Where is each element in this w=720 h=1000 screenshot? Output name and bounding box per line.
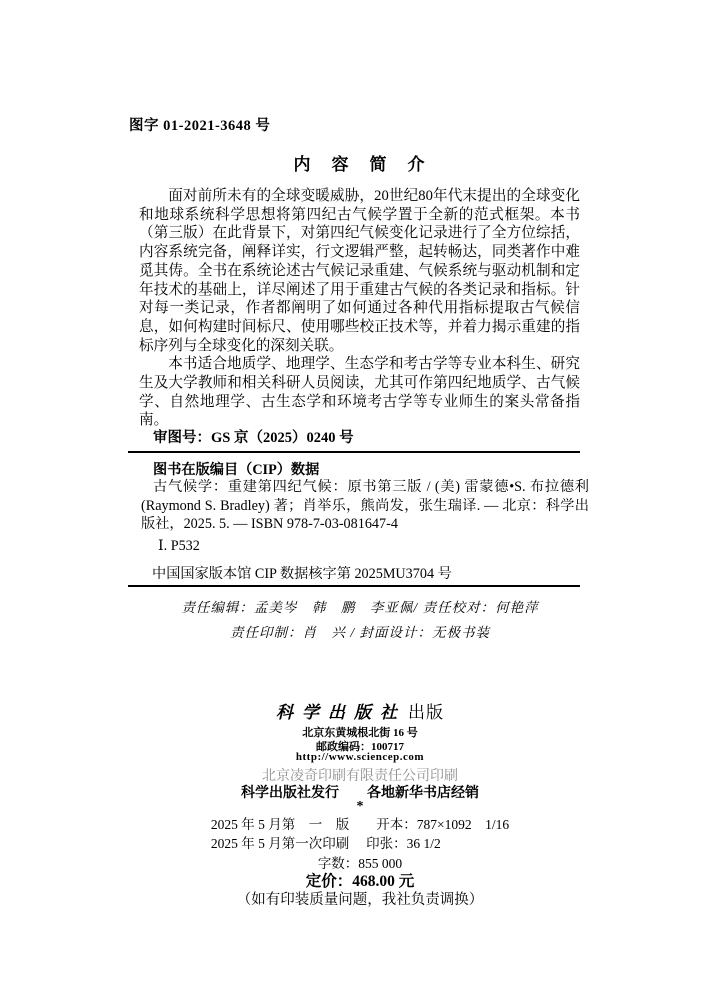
separator-asterisk: *: [356, 799, 364, 814]
edition-printing-block: [0, 816, 720, 853]
edition-line: 2025 年 5 月第 一 版 开本：787×1092 1/16: [210, 817, 510, 832]
printer-line: 北京凌奇印刷有限责任公司印刷: [262, 769, 458, 784]
divider-bottom: [128, 585, 580, 587]
intro-section-title: 内 容 简 介: [293, 155, 427, 174]
word-count-line: 字数：855 000: [317, 856, 403, 871]
publisher-address: 北京东黄城根北街 16 号: [302, 727, 418, 739]
publisher-postcode: 邮政编码：100717: [316, 741, 404, 753]
intro-section: [139, 187, 580, 430]
printing-line: 2025 年 5 月第一次印刷 印张：36 1/2: [210, 835, 441, 851]
edition-printing-inner: [211, 816, 509, 853]
publisher-logo-suffix: 出版: [408, 703, 444, 722]
intro-paragraph-1: 面对前所未有的全球变暖威胁，20世纪80年代末提出的全球变化和地球系统科学思想将第四纪古气候学置于全新的范式框架。本书（第三版）在此背景下，对第四纪气候变化记录进行了全方位综括，内容系统完备，阐释详实，行文逻辑严整，起转畅达，同类著作中难觅其俦。全书在系统论述古气候记录重建、气候系统与驱动机制和定年技术的基础上，详尽阐述了用于重建古气候的各类记录和指标。针对每一类记录，作者都阐明了如何通过各种代用指标提取古气候信息，如何构建时间标尺、使用哪些校正技术等，并着力揭示重建的指标序列与全球变化的深刻关联。: [139, 188, 580, 354]
publisher-logo-script: 科学出版社: [276, 703, 406, 722]
divider-top: [128, 451, 580, 453]
license-number: 图字 01-2021-3648 号: [129, 118, 271, 134]
map-approval-number: 审图号：GS 京（2025）0240 号: [153, 430, 354, 446]
cip-heading: 图书在版编目（CIP）数据: [153, 462, 320, 478]
staff-credits-printing-design: 责任印制：肖 兴 / 封面设计：无极书装: [229, 625, 490, 640]
price-line: 定价：468.00 元: [305, 873, 415, 890]
publisher-url: http://www.sciencep.com: [295, 751, 425, 763]
publisher-logo-line: [0, 698, 720, 723]
cip-registry-number: 中国国家版本馆 CIP 数据核字第 2025MU3704 号: [152, 566, 452, 582]
cip-record: 古气候学：重建第四纪气候：原书第三版 / (美) 雷蒙德•S. 布拉德利(Raymond S. Bradley) 著；肖举乐，熊尚发，张生瑞译. — 北京：科学出版社，2025. 5. — ISBN 978-7-03-081647-4: [141, 479, 589, 532]
cip-classification: Ⅰ. P532: [158, 538, 200, 554]
distribution-line: 科学出版社发行 各地新华书店经销: [241, 786, 479, 801]
staff-credits-editors: 责任编辑：孟美岑 韩 鹏 李亚佩/ 责任校对：何艳萍: [181, 600, 539, 615]
intro-paragraph-2: 本书适合地质学、地理学、生态学和考古学等专业本科生、研究生及大学教师和相关科研人员阅读，尤其可作第四纪地质学、古气候学、自然地理学、古生态学和环境考古学等专业师生的案头常备指南。: [139, 356, 580, 429]
exchange-notice: （如有印装质量问题，我社负责调换）: [236, 892, 484, 908]
